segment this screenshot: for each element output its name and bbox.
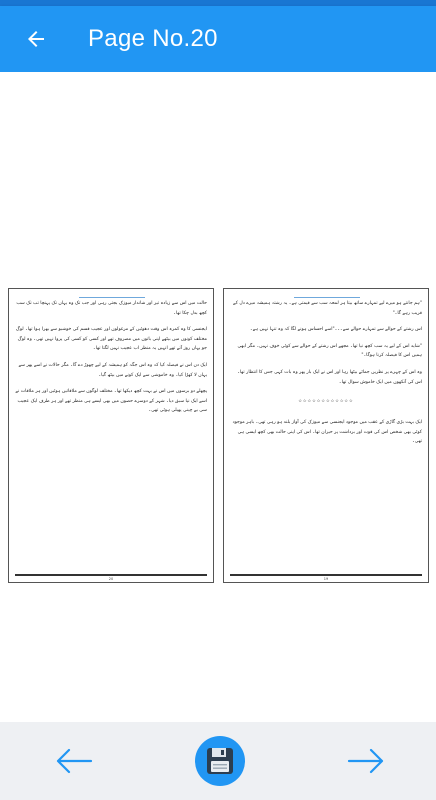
paragraph: ایجنسی کا وہ کمرہ اس وقت دھوئیں کے مرغولوں اور عجیب قسم کی خوشبو سے بھرا ہوا تھا۔ لوگ مختلف کونوں میں بیٹھے اپنی باتوں میں مصروف تھے اور کسی کو کسی کی پروا نہیں تھی۔ وہ لوگ جو یہاں روز آتے تھے انہیں یہ منظر اب عجیب نہیں لگتا تھا۔ <box>15 327 207 352</box>
paragraph: ایک دن اس نے فیصلہ کیا کہ وہ اس جگہ کو ہمیشہ کے لیے چھوڑ دے گا۔ مگر حالات نے اسے پھر سے یہاں لا کھڑا کیا۔ وہ خاموشی سے ایک کونے میں بیٹھ گیا۔ <box>18 362 207 378</box>
right-page-text-lower <box>230 418 422 447</box>
arrow-left-icon <box>24 27 48 51</box>
book-spread <box>8 288 429 583</box>
page-footer-rule <box>230 574 422 576</box>
page-header-rule <box>79 297 145 298</box>
bottom-navigation-bar <box>0 722 436 800</box>
right-page <box>223 288 429 583</box>
arrow-left-icon <box>55 748 93 774</box>
save-button[interactable] <box>195 736 245 786</box>
paragraph: پچھلے دو برسوں میں اس نے بہت کچھ دیکھا تھا۔ مختلف لوگوں سے ملاقاتیں ہوئیں اور ہر ملاقات نے اسے ایک نیا سبق دیا۔ شہر کے دوسرے حصوں میں بھی ایسے ہی منظر تھے اور ہر طرف ایک عجیب سی بے چینی پھیلی ہوئی تھی۔ <box>15 389 207 414</box>
paragraph: "شاید اس کے لیے یہ سب کچھ نیا تھا۔ مجھے اس رشتے کے حوالے سے کوئی خوف نہیں۔ مگر ابھی ہمیں اس کا فیصلہ کرنا ہوگا۔" <box>237 343 422 359</box>
reader-content[interactable] <box>0 72 436 722</box>
page-footer-rule <box>15 574 207 576</box>
paragraph: وہ اس کے چہرے پر نظریں جمائے بیٹھا رہا اور اس نے ایک بار پھر وہ بات کہی جس کا انتظار تھا۔ اس کی آنکھوں میں ایک خاموش سوال تھا۔ <box>237 369 422 385</box>
paragraph: "ہم جانتے ہو میرے لیے تمہارے ساتھ بیتا ہر لمحہ سب سے قیمتی ہے۔ یہ رشتہ ہمیشہ میرے دل کے قریب رہے گا۔" <box>233 301 422 316</box>
next-page-button[interactable] <box>344 741 388 781</box>
section-separator: ☆☆☆☆☆☆☆☆☆☆☆☆ <box>298 397 354 405</box>
left-page <box>8 288 214 583</box>
paragraph: اس رشتے کے حوالے سے تمہارے حوالے سے۔۔۔"اسے احساس ہونے لگا کہ وہ تنہا نہیں ہے۔ <box>249 327 422 333</box>
paragraph: حالت میں اس سے زیادہ تیز اور شاندار میوزک بجتی رہی اور جب تک وہ یہاں تک پہنچا تب تک سب کچھ بدل چکا تھا۔ <box>16 301 207 316</box>
arrow-right-icon <box>347 748 385 774</box>
back-button[interactable] <box>8 11 64 67</box>
page-number: 19 <box>323 577 329 581</box>
floppy-disk-icon <box>204 745 236 777</box>
page-number: 20 <box>108 577 114 581</box>
page-header-rule <box>294 297 360 298</box>
left-page-text <box>15 299 207 416</box>
paragraph: ایک بہت بڑی گاڑی کے عقب میں موجود ایجنسی سے میوزک کی آواز بلند ہو رہی تھی۔ باہر موجود کوئی بھی شخص اس کی قوت اور برداشت پر حیران تھا۔ اس کی اپنی حالت بھی کچھ ایسی ہی تھی۔ <box>232 420 422 445</box>
previous-page-button[interactable] <box>52 741 96 781</box>
right-page-text <box>230 299 422 387</box>
page-title: Page No.20 <box>88 25 218 52</box>
app-bar <box>0 6 436 72</box>
